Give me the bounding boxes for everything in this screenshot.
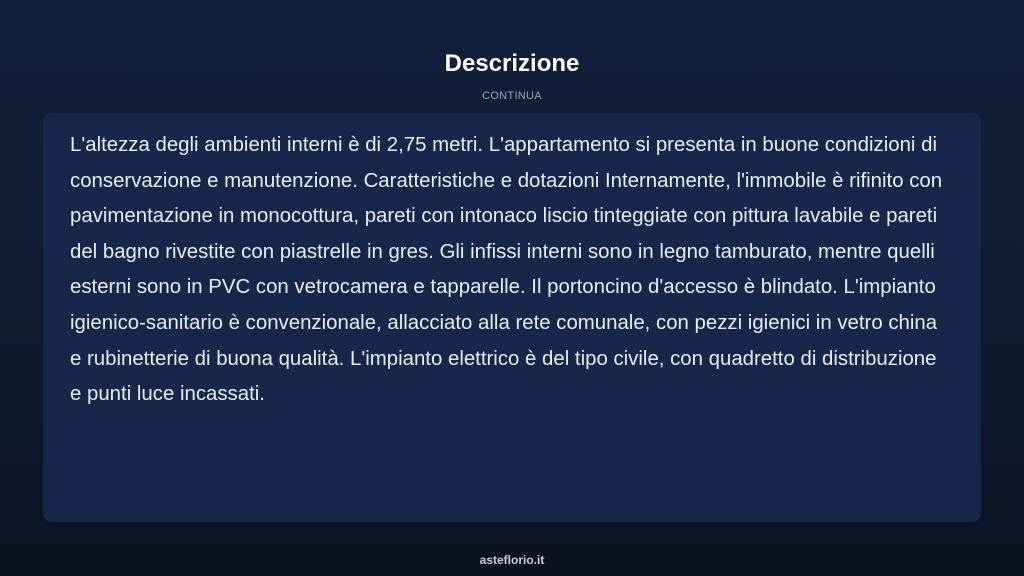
- footer-brand: asteflorio.it: [479, 553, 545, 567]
- page-subtitle: CONTINUA: [482, 90, 542, 102]
- description-text: L'altezza degli ambienti interni è di 2,75 metri. L'appartamento si presenta in buone condizioni di conservazione e manutenzione. Caratteristiche e dotazioni Internamente, l'immobile è rifinito con pavimentazione in monocottura, pareti con intonaco liscio tinteggiate con pittura lavabile e pareti del bagno rivestite con piastrelle in gres. Gli infissi interni sono in legno tamburato, mentre quelli esterni sono in PVC con vetrocamera e tapparelle. Il portoncino d'accesso è blindato. L'impianto igienico-sanitario è convenzionale, allacciato alla rete comunale, con pezzi igienici in vetro china e rubinetterie di buona qualità. L'impianto elettrico è del tipo civile, con quadretto di distribuzione e punti luce incassati.: [70, 134, 943, 406]
- footer-bar: [0, 544, 1024, 576]
- description-panel: [43, 113, 981, 522]
- page-title: Descrizione: [444, 50, 580, 77]
